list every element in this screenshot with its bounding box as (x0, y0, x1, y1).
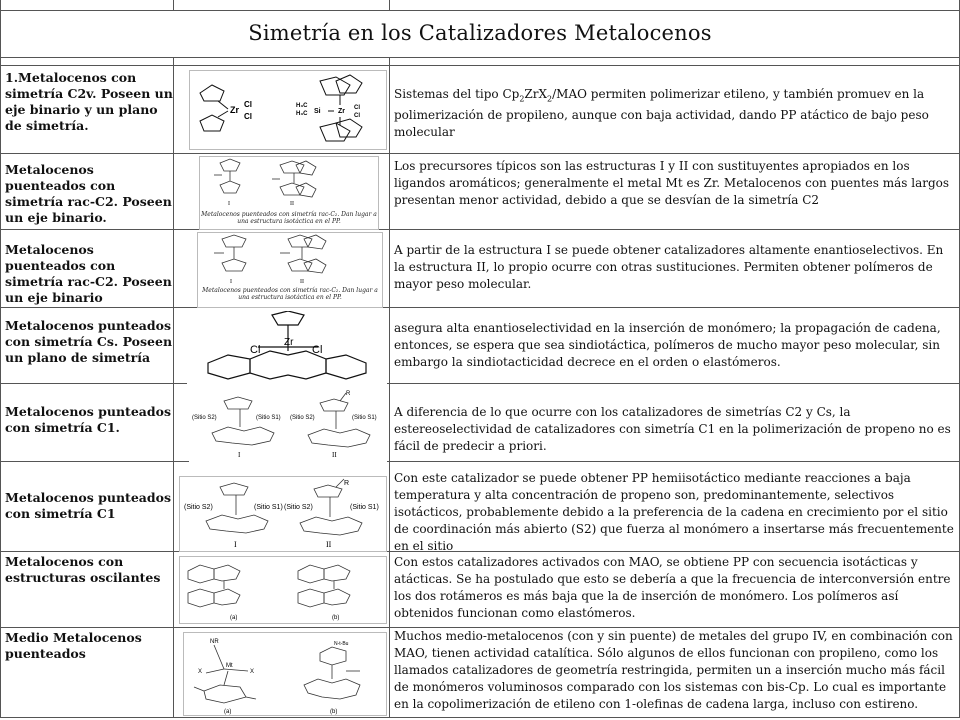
desc-text: /MAO permiten polimerizar etileno, y también promuev en la polimerización de propileno, aunque con baja actividad, dando PP atáctico de bajo peso molecular (394, 87, 929, 140)
desc-text: ZrX (524, 87, 548, 101)
structure-figure (189, 70, 387, 150)
fig-label: Cl (244, 100, 252, 109)
structure-figure (183, 632, 387, 716)
row-name: Metalocenos con estructuras oscilantes (5, 554, 161, 585)
row-description: A partir de la estructura I se puede obtener catalizadores altamente enantioselectivos. En la estructura II, lo propio ocurre con otras sustituciones. Permiten obtener polímeros de mayor peso molecular. (394, 243, 944, 291)
fig-label: II (332, 451, 337, 459)
table-row (1, 66, 959, 154)
desc-subscript: 2 (519, 94, 525, 104)
fig-label: Cl (354, 113, 360, 119)
fig-label: I (234, 540, 237, 549)
fig-label: (b) (330, 709, 338, 715)
fig-label: Zr (284, 337, 294, 348)
row-name: Medio Metalocenos puenteados (5, 630, 142, 661)
figure-caption: Metalocenos puenteados con simetría rac-C₂. Dan lugar a una estructura isotáctica en el PP. (202, 287, 378, 301)
fig-label: (Sitio S2) (192, 415, 217, 421)
row-name: Metalocenos punteados con simetría C1 (5, 490, 171, 521)
desc-text: Sistemas del tipo Cp (394, 87, 520, 101)
table-row (1, 628, 959, 718)
title-row (1, 10, 959, 58)
row-name: Metalocenos punteados con simetría Cs. Poseen un plano de simetría (5, 318, 173, 365)
fig-label: (a) (230, 615, 238, 621)
fig-label: (b) (332, 615, 340, 621)
fig-label: I (230, 279, 232, 285)
row-description: Con este catalizador se puede obtener PP hemiisotáctico mediante reacciones a baja temperatura y alta concentración de propeno son, predominantemente, selectivos isotácticos, probablemente debido a la preferencia de la cadena en crecimiento por el sitio de coordinación más abierto (S2) que fuerza al monómero a insertarse más frecuentemente en el sitio (394, 471, 954, 553)
row-description: A diferencia de lo que ocurre con los catalizadores de simetrías C2 y Cs, la estereoselectividad de catalizadores con simetría C1 en la polimerización de propeno no es fácil de predecir a priori. (394, 405, 951, 453)
row-name: 1.Metalocenos con simetría C2v. Poseen un eje binario y un plano de simetría. (5, 70, 173, 133)
cs-metallocene-image (188, 311, 386, 383)
fig-label: H₃C (296, 103, 308, 109)
structure-figure (189, 388, 387, 462)
row-description: asegura alta enantioselectividad en la inserción de monómero; la propagación de cadena, entonces, se espera que sea sindiotáctica, polímeros de mucho mayor peso molecular, sin embargo la sindiotacticidad decrece en el orden o elastómeros. (394, 321, 941, 369)
row-description (394, 86, 954, 141)
fig-label: II (326, 540, 332, 549)
fig-label: II (300, 279, 304, 285)
rac-c2-structures-image (200, 157, 378, 209)
structure-figure (179, 476, 387, 552)
fig-label: I (228, 201, 230, 207)
fig-label: Cl (250, 344, 261, 356)
fig-label: (Sitio S1) (256, 415, 281, 421)
fig-label: X (198, 669, 203, 675)
fig-label: (Sitio S1) (350, 504, 379, 511)
structure-figure (199, 156, 379, 230)
fig-label: (Sitio S1) (254, 504, 283, 511)
fig-label: II (290, 201, 294, 207)
rac-c2-structures-image-2 (198, 233, 382, 287)
c1-metallocene-image (190, 389, 386, 461)
table-row (1, 552, 959, 628)
fig-label: N-t-Bu (334, 641, 349, 647)
metallocene-c2v-image (190, 71, 386, 149)
oscillating-metallocene-image (180, 557, 386, 623)
fig-label: R (344, 480, 350, 487)
c1-metallocene-image-2 (180, 477, 386, 551)
fig-label: (Sitio S1) (352, 415, 377, 421)
fig-label: Cl (354, 105, 360, 111)
fig-label: Si (314, 108, 321, 115)
table-row (1, 308, 959, 384)
table-row (1, 384, 959, 462)
figure-caption: Metalocenos puenteados con simetría rac-C₂. Dan lugar a una estructura isotáctica en el PP. (201, 211, 377, 225)
table-row (1, 462, 959, 552)
column-divider (389, 0, 390, 10)
desc-subscript: 2 (547, 94, 553, 104)
fig-label: (a) (224, 709, 232, 715)
fig-label: NR (210, 639, 219, 645)
row-name: Metalocenos punteados con simetría C1. (5, 404, 171, 435)
table-row (1, 154, 959, 230)
structure-figure (187, 310, 387, 384)
fig-label: Mt (226, 663, 233, 669)
row-description: Con estos catalizadores activados con MAO, se obtiene PP con secuencia isotácticas y atácticas. Se ha postulado que esto se debería a que la frecuencia de interconversión entre los dos rotámeros es más baja que la de inserción de monómero. Los polímeros así obtenidos funcionan como elastómeros. (394, 555, 951, 620)
fig-label: Zr (338, 108, 345, 115)
fig-label: (Sitio S2) (184, 504, 213, 511)
fig-label: (Sitio S2) (284, 504, 313, 511)
fig-label: Zr (230, 105, 239, 115)
fig-label: H₃C (296, 111, 308, 117)
fig-label: (Sitio S2) (290, 415, 315, 421)
fig-label: Cl (244, 112, 252, 121)
fig-label: I (238, 451, 241, 459)
fig-label: X (250, 669, 255, 675)
half-metallocene-image (184, 633, 386, 715)
fig-label: Cl (312, 344, 323, 356)
row-name: Metalocenos puenteados con simetría rac-C2. Poseen un eje binario (5, 242, 172, 305)
table-row (1, 230, 959, 308)
spacer-row (1, 58, 959, 66)
structure-figure (179, 556, 387, 624)
row-name: Metalocenos puenteados con simetría rac-C2. Poseen un eje binario. (5, 162, 172, 225)
structure-figure (197, 232, 383, 308)
row-description: Los precursores típicos son las estructuras I y II con sustituyentes apropiados en los ligandos aromáticos; generalmente el metal Mt es Zr. Metalocenos con puentes más largos presentan menor actividad, debido a que se desvían de la simetría C2 (394, 159, 950, 207)
page-title: Simetría en los Catalizadores Metalocenos (248, 21, 712, 45)
row-description: Muchos medio-metalocenos (con y sin puente) de metales del grupo IV, en combinación con MAO, tienen actividad catalítica. Sólo algunos de ellos funcionan con propileno, como los llamados catalizadores de geometría restringida, permiten un a inserción mucho más fácil de monómeros voluminosos comparado con los sistemas con bis-Cp. Lo cual es importante en la copolimerización de etileno con 1-olefinas de cadena larga, incluso con estireno. (394, 629, 953, 711)
column-divider (173, 0, 174, 10)
fig-label: R (346, 391, 351, 397)
